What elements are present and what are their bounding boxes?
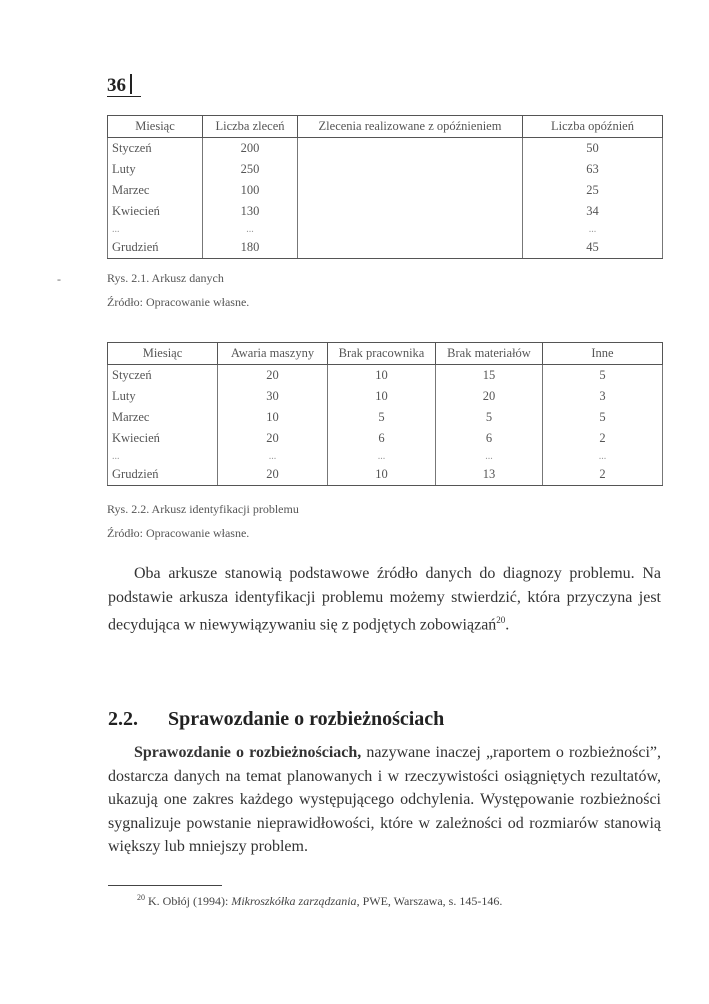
table-cell: 180 [203, 237, 298, 259]
table-cell: ... [108, 449, 218, 464]
footnote-rest: , PWE, Warszawa, s. 145-146. [356, 894, 503, 908]
table-cell: ... [203, 222, 298, 237]
column-header-other: Inne [543, 343, 663, 365]
column-header-delay-count: Liczba opóźnień [523, 116, 663, 138]
table-cell [298, 159, 523, 180]
footnote-reference: 20 [496, 615, 506, 625]
table-cell: 20 [218, 428, 328, 449]
section-heading [108, 708, 444, 731]
table-cell: ... [108, 222, 203, 237]
figure-caption-2: Rys. 2.2. Arkusz identyfikacji problemu [107, 502, 299, 516]
table-cell: 5 [543, 365, 663, 387]
table-cell: Luty [108, 386, 218, 407]
table-cell: Marzec [108, 407, 218, 428]
table-cell: ... [436, 449, 543, 464]
table-row [108, 386, 663, 407]
footnote-author: K. Obłój (1994): [148, 894, 232, 908]
table-cell: 10 [218, 407, 328, 428]
footnote-number: 20 [137, 893, 145, 902]
table-cell: 5 [436, 407, 543, 428]
column-header-month: Miesiąc [108, 116, 203, 138]
figure-caption-1: Rys. 2.1. Arkusz danych [107, 271, 224, 285]
table-cell: ... [523, 222, 663, 237]
data-sheet-table [107, 115, 663, 259]
table-cell: 6 [328, 428, 436, 449]
table-row [108, 407, 663, 428]
table-cell: Marzec [108, 180, 203, 201]
margin-mark: - [57, 272, 61, 286]
paragraph-bold-lead: Sprawozdanie o rozbieżnościach, [134, 744, 362, 761]
table-cell: Kwiecień [108, 201, 203, 222]
table-cell: 100 [203, 180, 298, 201]
column-header-machine-failure: Awaria maszyny [218, 343, 328, 365]
table-cell: 63 [523, 159, 663, 180]
table-row [108, 159, 663, 180]
column-header-no-worker: Brak pracownika [328, 343, 436, 365]
table-row-ellipsis [108, 449, 663, 464]
table-cell: 10 [328, 464, 436, 486]
column-header-month: Miesiąc [108, 343, 218, 365]
table-cell: 34 [523, 201, 663, 222]
table-cell: 20 [218, 365, 328, 387]
table-row [108, 365, 663, 387]
table-cell: Luty [108, 159, 203, 180]
table-cell: 2 [543, 464, 663, 486]
figure-source-1: Źródło: Opracowanie własne. [107, 295, 250, 309]
table-row [108, 464, 663, 486]
paragraph-summary-text: Oba arkusze stanowią podstawowe źródło danych do diagnozy problemu. Na podstawie arkusza identyfikacji problemu możemy stwierdzić, która przyczyna jest decydująca w niewywiązywaniu się z podjętych zobowiązań [108, 565, 661, 634]
table-cell: 2 [543, 428, 663, 449]
table-cell: 13 [436, 464, 543, 486]
section-number: 2.2. [108, 708, 138, 730]
table-cell: ... [328, 449, 436, 464]
page-number-value: 36 [107, 75, 126, 96]
table-cell: Kwiecień [108, 428, 218, 449]
table-cell: 10 [328, 365, 436, 387]
table-cell [298, 237, 523, 259]
table-cell: 45 [523, 237, 663, 259]
table-cell: 130 [203, 201, 298, 222]
table-cell: 6 [436, 428, 543, 449]
table-header-row [108, 116, 663, 138]
problem-identification-table [107, 342, 663, 486]
table-cell: 20 [436, 386, 543, 407]
footnote [137, 893, 502, 909]
figure-source-2: Źródło: Opracowanie własne. [107, 526, 250, 540]
table-cell: 15 [436, 365, 543, 387]
paragraph-definition [108, 741, 661, 859]
table-cell: 30 [218, 386, 328, 407]
table-cell: Styczeń [108, 365, 218, 387]
table-cell [298, 201, 523, 222]
table-row [108, 237, 663, 259]
paragraph-definition-text: nazywane inaczej „raportem o rozbieżności”, dostarcza danych na temat planowanych i w rzeczywistości osiągniętych rezultatów, ukazują one zakres każdego występującego odchylenia. Występowanie rozbieżności sygnalizuje powstanie nieprawidłowości, które w zależności od rozmiarów stanowią większy lub mniejszy problem. [108, 744, 662, 855]
table-cell: 20 [218, 464, 328, 486]
table-cell: 50 [523, 138, 663, 160]
table-row [108, 428, 663, 449]
column-header-delayed-orders: Zlecenia realizowane z opóźnieniem [298, 116, 523, 138]
table-cell: ... [543, 449, 663, 464]
column-header-no-materials: Brak materiałów [436, 343, 543, 365]
page-number [107, 74, 132, 97]
page-number-underline [107, 96, 141, 97]
table-row [108, 180, 663, 201]
paragraph-summary: Oba arkusze stanowią podstawowe źródło danych do diagnozy problemu. Na podstawie arkusza identyfikacji problemu możemy stwierdzić, która przyczyna jest decydująca w niewywiązywaniu się z podjętych zobowiązań$^{20}$. [108, 565, 661, 634]
table-cell: Grudzień [108, 464, 218, 486]
table-cell: Grudzień [108, 237, 203, 259]
footnote-title: Mikroszkółka zarządzania [231, 894, 357, 908]
table-row [108, 138, 663, 160]
page-number-bar [130, 74, 132, 94]
table-cell [298, 138, 523, 160]
footnote-separator [108, 885, 222, 886]
table-cell: 5 [328, 407, 436, 428]
table-cell: 200 [203, 138, 298, 160]
table-cell: 10 [328, 386, 436, 407]
table-cell: ... [218, 449, 328, 464]
table-cell: 5 [543, 407, 663, 428]
table-cell: 25 [523, 180, 663, 201]
table-cell: 250 [203, 159, 298, 180]
column-header-order-count: Liczba zleceń [203, 116, 298, 138]
table-cell: 3 [543, 386, 663, 407]
table-cell: Styczeń [108, 138, 203, 160]
table-header-row [108, 343, 663, 365]
table-row-ellipsis [108, 222, 663, 237]
table-cell [298, 222, 523, 237]
table-row [108, 201, 663, 222]
section-title: Sprawozdanie o rozbieżnościach [168, 708, 445, 730]
table-cell [298, 180, 523, 201]
